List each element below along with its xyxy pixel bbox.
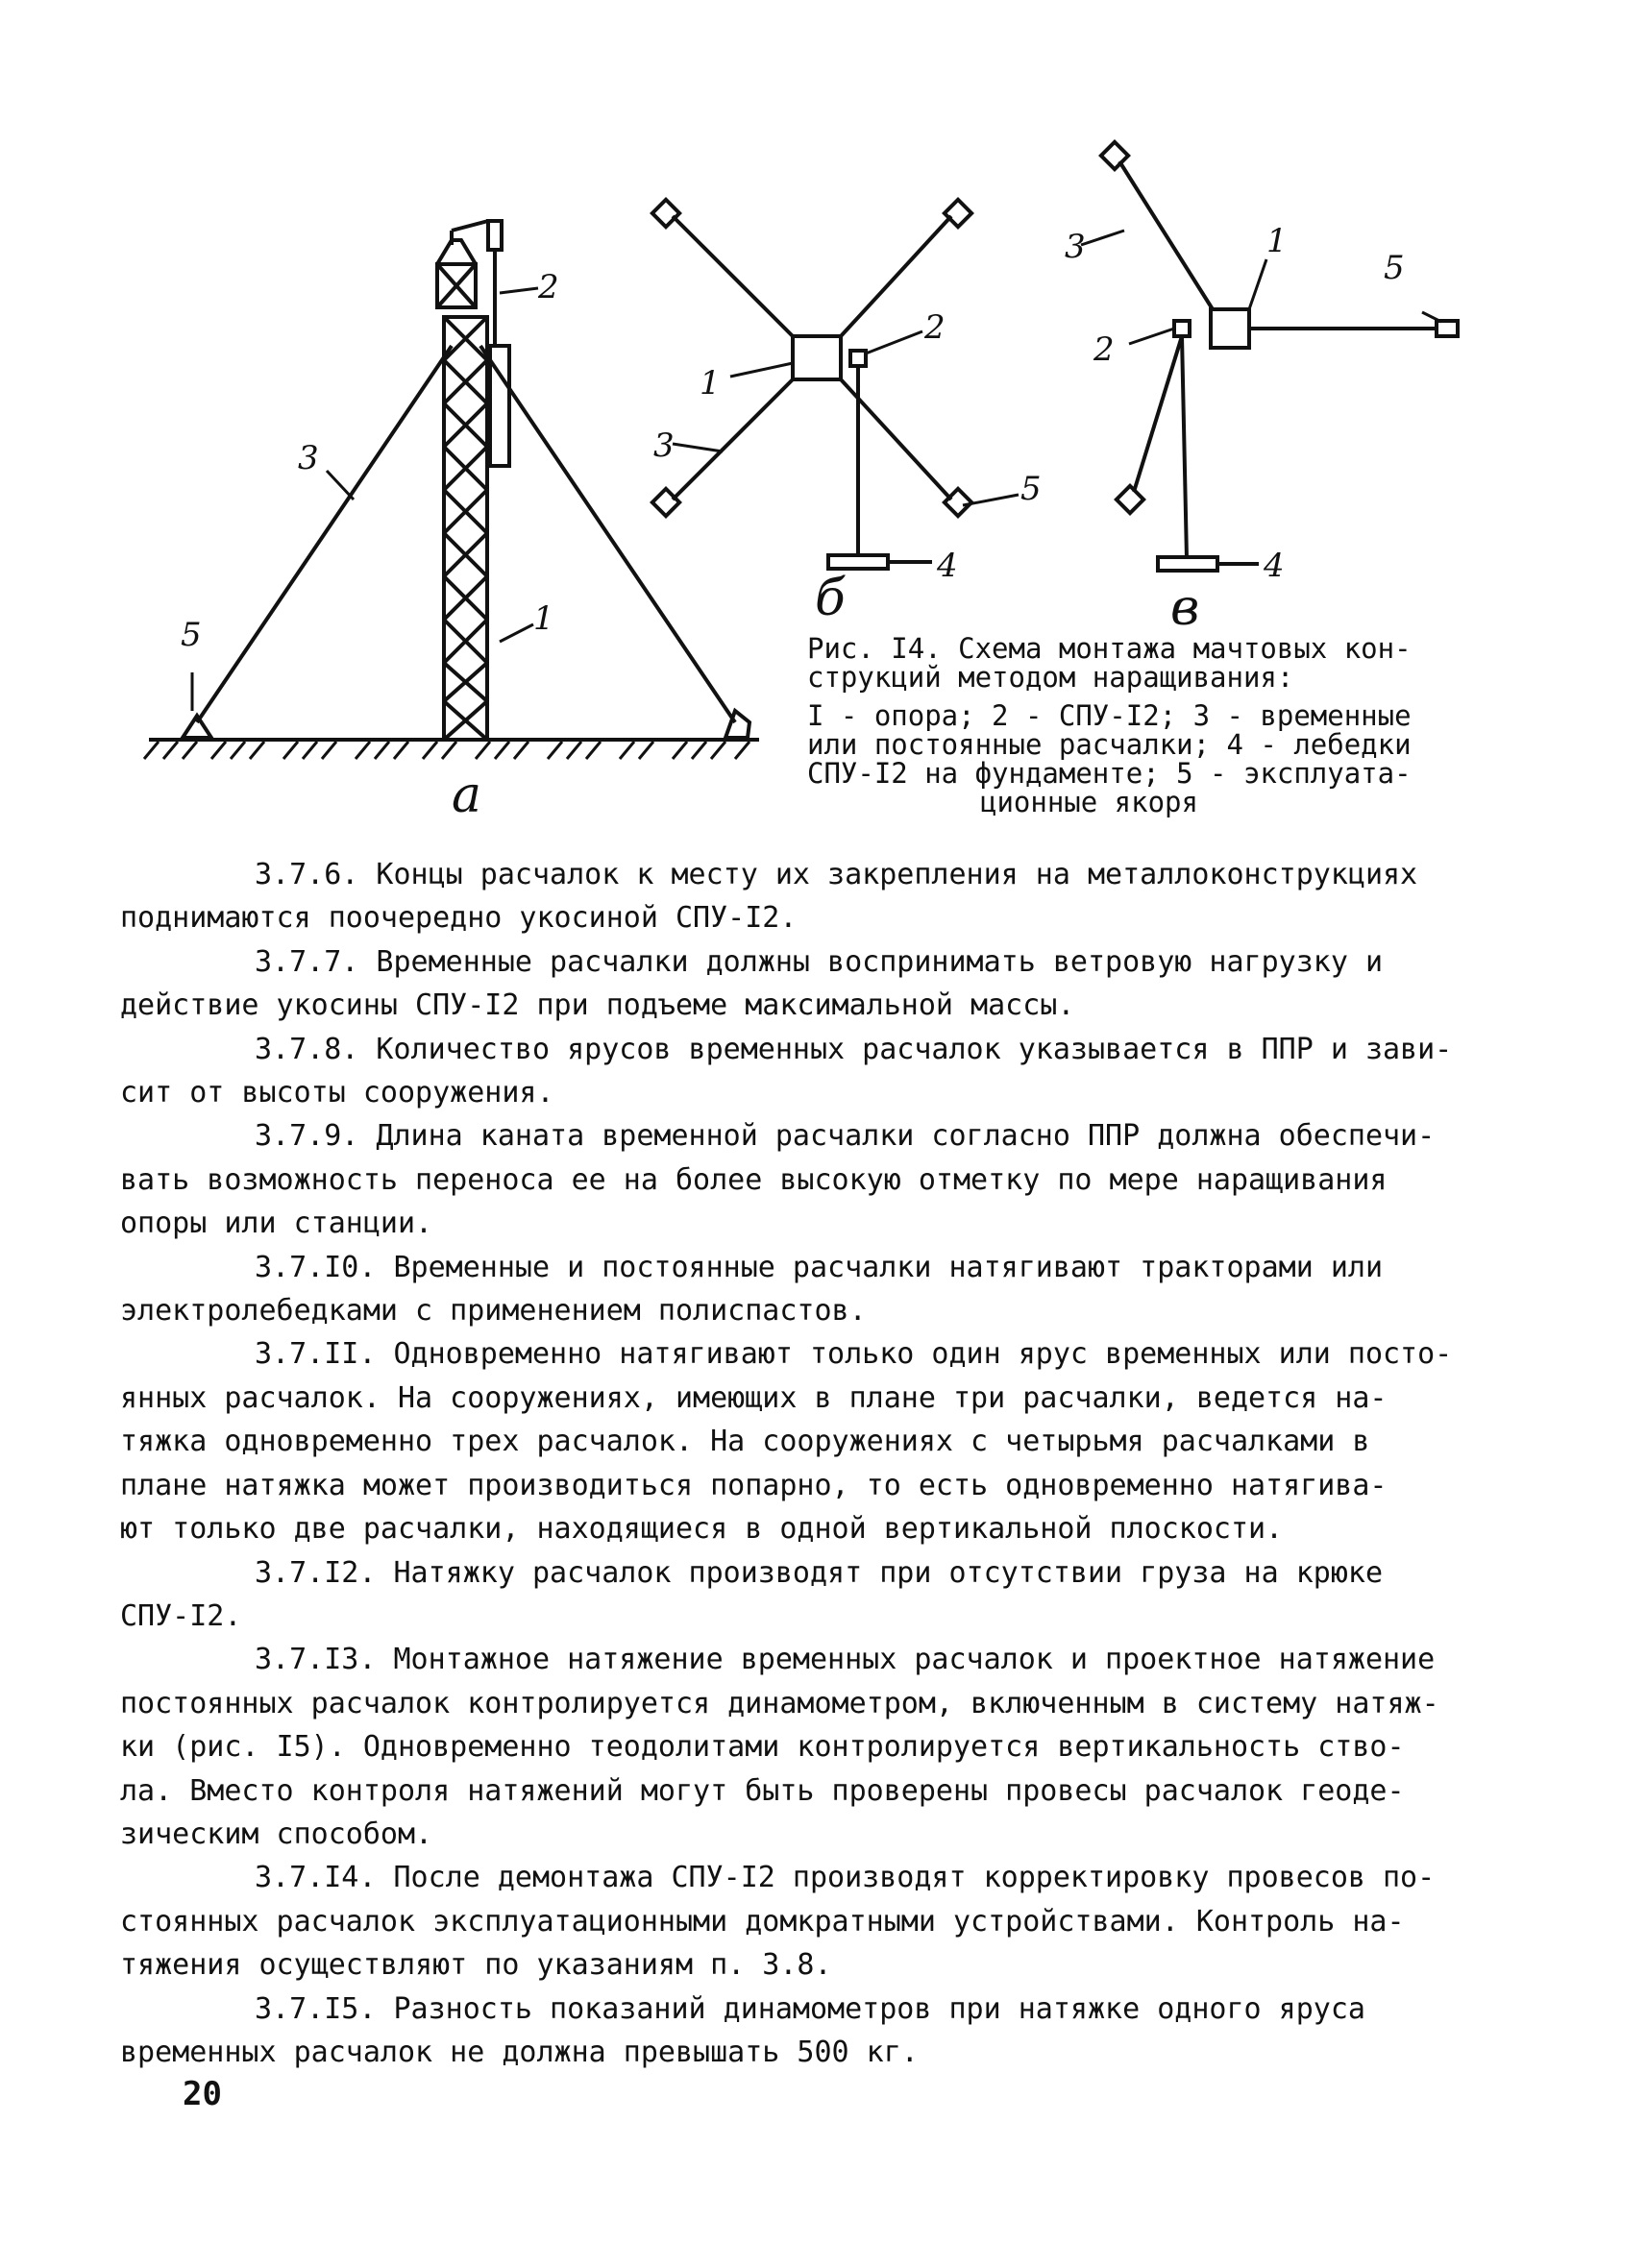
label-b-1: 1	[700, 364, 721, 402]
paragraph-line: 3.7.6. Концы расчалок к месту их закрепления на металлоконструкциях	[255, 858, 1418, 891]
label-a-1: 1	[533, 599, 554, 638]
paragraph-line: временных расчалок не должна превышать 500 кг.	[120, 2035, 919, 2069]
paragraph-line: 3.7.8. Количество ярусов временных расчалок указывается в ППР и зави-	[255, 1032, 1453, 1066]
paragraph-line: опоры или станции.	[120, 1207, 433, 1241]
paragraph-line: ки (рис. I5). Одновременно теодолитами контролируется вертикальность ство-	[120, 1730, 1405, 1765]
label-c-4: 4	[1264, 547, 1285, 585]
body-text	[120, 853, 1494, 2074]
paragraph-line: действие укосины СПУ-I2 при подъеме максимальной массы.	[120, 988, 1075, 1023]
paragraph-line: ют только две расчалки, находящиеся в одной вертикальной плоскости.	[120, 1512, 1284, 1547]
paragraph-line: янных расчалок. На сооружениях, имеющих в плане три расчалки, ведется на-	[120, 1380, 1388, 1415]
paragraph	[120, 1988, 1494, 2075]
panel-label-c: в	[1170, 579, 1200, 637]
label-b-2: 2	[924, 308, 946, 347]
guy-line-right	[480, 346, 735, 722]
paragraph	[120, 1638, 1494, 1856]
guy-line-left	[197, 346, 452, 722]
paragraph	[120, 853, 1494, 940]
paragraph-line: 3.7.I3. Монтажное натяжение временных расчалок и проектное натяжение	[255, 1643, 1436, 1677]
paragraph-line: 3.7.II. Одновременно натягивают только один ярус временных или посто-	[255, 1337, 1453, 1372]
caption-title-line-2: струкций методом наращивания:	[807, 661, 1294, 694]
panel-label-b: б	[815, 570, 846, 627]
paragraph	[120, 1332, 1494, 1550]
label-c-2: 2	[1093, 330, 1115, 369]
paragraph-line: 3.7.I4. После демонтажа СПУ-I2 производят корректировку провесов по-	[255, 1861, 1436, 1895]
anchor-left	[183, 716, 211, 738]
label-b-5: 5	[1020, 470, 1042, 508]
label-c-5: 5	[1384, 249, 1405, 287]
paragraph-line: 3.7.I0. Временные и постоянные расчалки натягивают тракторами или	[255, 1250, 1383, 1284]
caption-title-line-1: Рис. I4. Схема монтажа мачтовых кон-	[807, 632, 1412, 665]
figure-caption	[807, 634, 1470, 817]
lattice-mast	[437, 240, 487, 740]
caption-legend-line-1: I - опора; 2 - СПУ-I2; 3 - временные	[807, 699, 1412, 732]
paragraph-line: тяжения осуществляют по указаниям п. 3.8.	[120, 1948, 832, 1983]
paragraph	[120, 1114, 1494, 1245]
paragraph-line: 3.7.I5. Разность показаний динамометров при натяжке одного яруса	[255, 1991, 1365, 2026]
paragraph-line: ла. Вместо контроля натяжений могут быть проверены провесы расчалок геоде-	[120, 1773, 1405, 1808]
paragraph	[120, 1856, 1494, 1987]
paragraph-line: поднимаются поочередно укосиной СПУ-I2.	[120, 901, 798, 936]
paragraph-line: зическим способом.	[120, 1817, 433, 1851]
paragraph	[120, 940, 1494, 1028]
label-b-3: 3	[653, 427, 675, 465]
label-c-1: 1	[1266, 222, 1288, 260]
label-a-5: 5	[181, 616, 202, 654]
ground-hatching	[144, 742, 749, 759]
label-a-2: 2	[538, 268, 559, 306]
paragraph-line: стоянных расчалок эксплуатационными домкратными устройствами. Контроль на-	[120, 1904, 1405, 1939]
paragraph-line: 3.7.7. Временные расчалки должны воспринимать ветровую нагрузку и	[255, 944, 1383, 979]
paragraph	[120, 1551, 1494, 1639]
label-c-3: 3	[1065, 228, 1086, 266]
page-number: 20	[183, 2075, 222, 2113]
paragraph-line: электролебедками с применением полиспастов.	[120, 1294, 867, 1329]
paragraph-line: сит от высоты сооружения.	[120, 1076, 554, 1110]
paragraph-line: вать возможность переноса ее на более высокую отметку по мере наращивания	[120, 1162, 1388, 1197]
paragraph-line: 3.7.9. Длина каната временной расчалки согласно ППР должна обеспечи-	[255, 1119, 1436, 1154]
plan-three-guys	[1081, 142, 1458, 571]
paragraph	[120, 1246, 1494, 1333]
paragraph	[120, 1028, 1494, 1115]
paragraph-line: постоянных расчалок контролируется динамометром, включенным в систему натяж-	[120, 1686, 1439, 1720]
paragraph-line: 3.7.I2. Натяжку расчалок производят при отсутствии груза на крюке	[255, 1555, 1383, 1590]
panel-label-a: а	[452, 767, 482, 824]
caption-legend-line-3: СПУ-I2 на фундаменте; 5 - эксплуата-	[807, 757, 1412, 790]
caption-legend-line-2: или постоянные расчалки; 4 - лебедки	[807, 728, 1412, 761]
label-a-3: 3	[298, 439, 319, 477]
paragraph-line: плане натяжка может производиться попарно, то есть одновременно натягива-	[120, 1468, 1388, 1502]
paragraph-line: тяжка одновременно трех расчалок. На сооружениях с четырьмя расчалками в	[120, 1425, 1370, 1459]
paragraph-line: СПУ-I2.	[120, 1598, 242, 1633]
caption-legend-line-4: ционные якоря	[980, 786, 1198, 818]
label-b-4: 4	[937, 547, 958, 585]
